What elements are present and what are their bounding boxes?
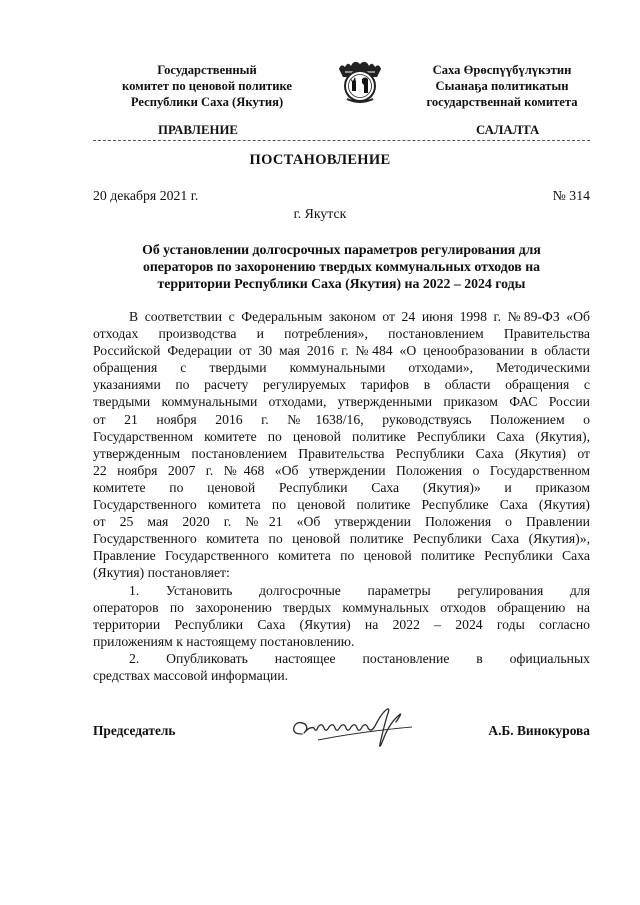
- body-line: средствах массовой информации.: [93, 667, 289, 683]
- subject-line: операторов по захоронению твердых коммунальных отходов на: [142, 259, 541, 274]
- issuer-line: Государственный: [157, 63, 257, 77]
- body-line: 1. Установить долгосрочные параметры регулирования для: [129, 582, 590, 598]
- body-line: 2. Опубликовать настоящее постановление в официальных: [129, 650, 590, 666]
- board-label-russian: ПРАВЛЕНИЕ: [158, 123, 238, 137]
- body-line: Государственном комитете по ценовой политике Республики Саха (Якутия),: [93, 428, 590, 444]
- document-body: [93, 308, 590, 684]
- body-line: Государственного комитета по ценовой политике Республике Саха (Якутия): [93, 497, 590, 513]
- body-line: утвержденным постановлением Правительства Республики Саха (Якутия) от: [93, 445, 590, 461]
- body-line: комитете по ценовой Республики Саха (Якутия)» и приказом: [93, 479, 590, 495]
- issuer-line: Республики Саха (Якутия): [130, 95, 284, 109]
- preamble-paragraph: [93, 308, 590, 582]
- document-subject: [93, 241, 590, 292]
- body-line: от 21 ноября 2016 г. №1638/16, руководствуясь Положением о: [93, 411, 590, 427]
- body-line: твердыми коммунальными отходами, утвержденными приказом ФАС России: [93, 394, 590, 410]
- body-line: обращения с твердыми коммунальными отходами», Методическими: [93, 360, 590, 376]
- body-line: Правление Государственного комитета по ценовой политике Республики Саха: [93, 548, 590, 564]
- document-number: № 314: [552, 188, 590, 203]
- body-line: территории Республики Саха (Якутия) на 2022 – 2024 годы согласно: [93, 616, 590, 632]
- handwritten-signature-icon: [288, 700, 418, 752]
- body-line: В соответствии с Федеральным законом от 24 июня 1998 г. №89-ФЗ «Об: [129, 309, 590, 324]
- document-title: ПОСТАНОВЛЕНИЕ: [249, 152, 391, 168]
- signatory-name: А.Б. Винокурова: [488, 723, 590, 738]
- document-city: г. Якутск: [293, 206, 347, 221]
- header-divider: [93, 140, 590, 141]
- body-line: отходах производства и потребления», постановлением Правительства: [93, 326, 590, 342]
- body-line: Государственного комитета по ценовой политике Республики Саха (Якутия)»,: [93, 531, 590, 547]
- yakutia-coat-of-arms-icon: [335, 55, 385, 105]
- resolution-item-1: [93, 582, 590, 650]
- signatory-position: Председатель: [93, 723, 176, 738]
- body-line: операторов по захоронению твердых коммунальных отходов обращению на: [93, 599, 590, 615]
- issuer-name-sakha: [404, 62, 600, 110]
- issuer-line: Сыанаҕа политикатын: [435, 79, 569, 93]
- document-date: 20 декабря 2021 г.: [93, 188, 199, 203]
- resolution-item-2: [93, 650, 590, 684]
- body-line: (Якутия) постановляет:: [93, 565, 230, 581]
- issuer-name-russian: [88, 62, 326, 110]
- issuer-line: комитет по ценовой политике: [122, 79, 292, 93]
- body-line: 22 ноября 2007 г. №468 «Об утверждении Положения о Государственном: [93, 462, 590, 478]
- body-line: от 25 мая 2020 г. №21 «Об утверждении Положения о Правлении: [93, 514, 590, 530]
- issuer-line: Саха Өрөспүүбүлүкэтин: [432, 63, 572, 77]
- body-line: указаниями по расчету регулируемых тарифов в области обращения с: [93, 377, 590, 393]
- subject-line: территории Республики Саха (Якутия) на 2022 – 2024 годы: [157, 276, 526, 291]
- body-line: Российской Федерации от 30 мая 2016 г. №484 «О ценообразовании в области: [93, 343, 590, 359]
- issuer-line: государственнай комитета: [426, 95, 578, 109]
- board-label-sakha: САЛАЛТА: [476, 123, 540, 137]
- body-line: приложениям к настоящему постановлению.: [93, 633, 355, 649]
- subject-line: Об установлении долгосрочных параметров регулирования для: [142, 242, 541, 257]
